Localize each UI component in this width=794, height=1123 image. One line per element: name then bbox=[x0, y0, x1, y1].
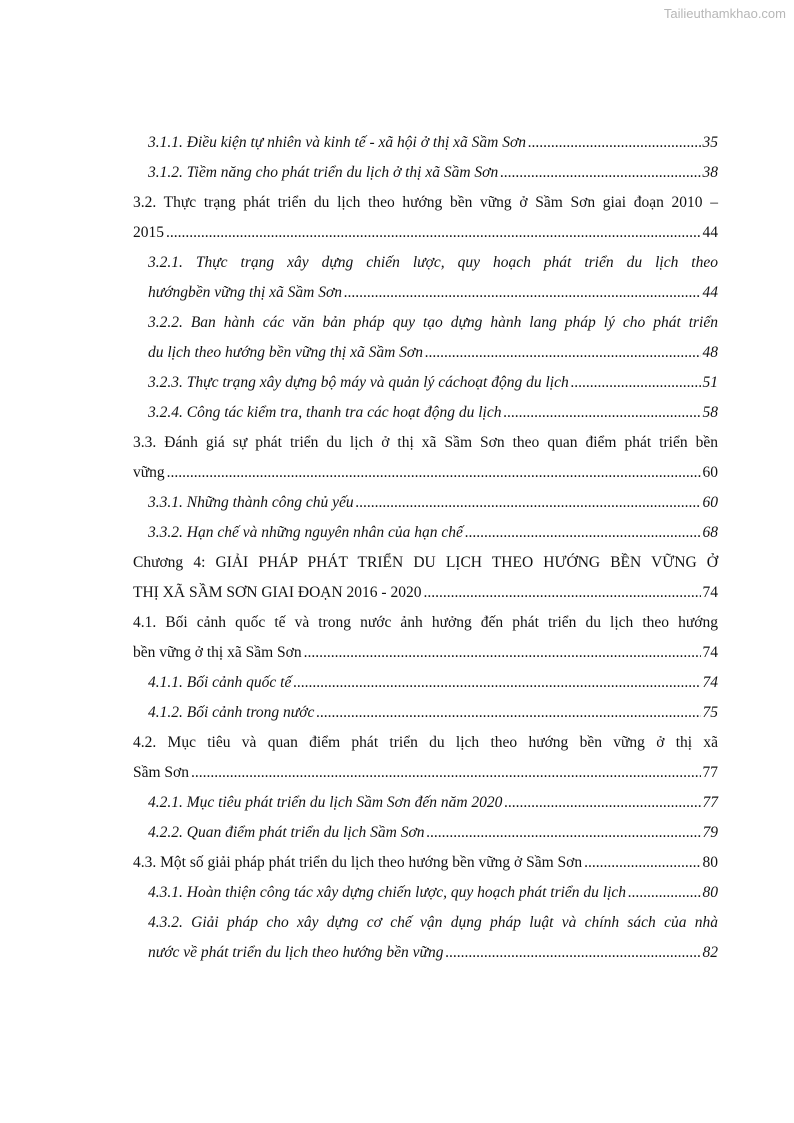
toc-entry-title-line: 4.3.2. Giải pháp cho xây dựng cơ chế vận dụng pháp luật và chính sách của nhà bbox=[148, 914, 718, 931]
dot-leader bbox=[423, 578, 700, 608]
toc-page-number: 44 bbox=[702, 224, 718, 241]
toc-page-number: 77 bbox=[702, 794, 718, 811]
toc-entry-title-line: 3.3. Đánh giá sự phát triển du lịch ở thị xã Sầm Sơn theo quan điểm phát triển bền bbox=[133, 434, 718, 451]
toc-entry[interactable] bbox=[133, 398, 718, 428]
toc-entry[interactable] bbox=[133, 788, 718, 818]
toc-entry-title-line: 4.2. Mục tiêu và quan điểm phát triển du lịch theo hướng bền vững ở thị xã bbox=[133, 734, 718, 751]
toc-entry-title: 4.3. Một số giải pháp phát triển du lịch theo hướng bền vững ở Sầm Sơn bbox=[133, 854, 583, 871]
toc-entry-title: 4.3.1. Hoàn thiện công tác xây dựng chiến lược, quy hoạch phát triển du lịch bbox=[148, 884, 627, 901]
dot-leader bbox=[191, 758, 701, 788]
toc-entry-title: 3.2.3. Thực trạng xây dựng bộ máy và quản lý cáchoạt động du lịch bbox=[148, 374, 569, 391]
dot-leader bbox=[584, 848, 700, 878]
dot-leader bbox=[628, 878, 700, 908]
toc-entry-title: hướngbền vững thị xã Sầm Sơn bbox=[148, 284, 343, 301]
toc-entry-title-line: 3.2.1. Thực trạng xây dựng chiến lược, quy hoạch phát triển du lịch theo bbox=[148, 254, 718, 271]
dot-leader bbox=[425, 338, 701, 368]
toc-entry-title: vững bbox=[133, 464, 165, 481]
dot-leader bbox=[316, 698, 700, 728]
toc-page-number: 74 bbox=[702, 644, 718, 661]
toc-entry-title: THỊ XÃ SẦM SƠN GIAI ĐOẠN 2016 - 2020 bbox=[133, 584, 422, 601]
toc-entry-title: nước về phát triển du lịch theo hướng bền vững bbox=[148, 944, 444, 961]
toc-page-number: 75 bbox=[702, 704, 718, 721]
toc-page-number: 79 bbox=[702, 824, 718, 841]
toc-entry[interactable] bbox=[133, 428, 718, 488]
toc-entry-title: bền vững ở thị xã Sầm Sơn bbox=[133, 644, 302, 661]
toc-page-number: 38 bbox=[702, 164, 718, 181]
toc-page-number: 80 bbox=[702, 884, 718, 901]
toc-entry[interactable] bbox=[133, 488, 718, 518]
toc-entry-title-line: Chương 4: GIẢI PHÁP PHÁT TRIỂN DU LỊCH THEO HƯỚNG BỀN VỮNG Ở bbox=[133, 554, 718, 571]
toc-page-number: 48 bbox=[702, 344, 718, 361]
toc-page-number: 60 bbox=[702, 494, 718, 511]
toc-entry-title: 3.3.2. Hạn chế và những nguyên nhân của hạn chế bbox=[148, 524, 463, 541]
toc-entry[interactable] bbox=[133, 518, 718, 548]
toc-page-number: 77 bbox=[702, 764, 718, 781]
table-of-contents bbox=[133, 128, 718, 968]
toc-entry[interactable] bbox=[133, 608, 718, 668]
toc-entry[interactable] bbox=[133, 818, 718, 848]
toc-page-number: 44 bbox=[702, 284, 718, 301]
toc-entry-title: Sầm Sơn bbox=[133, 764, 189, 781]
toc-page-number: 58 bbox=[702, 404, 718, 421]
toc-page-number: 74 bbox=[702, 674, 718, 691]
dot-leader bbox=[293, 668, 700, 698]
toc-page-number: 35 bbox=[702, 134, 718, 151]
toc-entry-title: 4.1.1. Bối cảnh quốc tế bbox=[148, 674, 292, 691]
toc-entry[interactable] bbox=[133, 728, 718, 788]
toc-entry-title: 4.1.2. Bối cảnh trong nước bbox=[148, 704, 315, 721]
toc-page-number: 51 bbox=[702, 374, 718, 391]
dot-leader bbox=[465, 518, 701, 548]
toc-entry[interactable] bbox=[133, 158, 718, 188]
toc-entry[interactable] bbox=[133, 698, 718, 728]
toc-entry-title: 4.2.1. Mục tiêu phát triển du lịch Sầm Sơn đến năm 2020 bbox=[148, 794, 503, 811]
watermark: Tailieuthamkhao.com bbox=[663, 6, 786, 21]
toc-page-number: 68 bbox=[702, 524, 718, 541]
dot-leader bbox=[304, 638, 701, 668]
toc-entry-title-line: 3.2.2. Ban hành các văn bản pháp quy tạo dựng hành lang pháp lý cho phát triển bbox=[148, 314, 718, 331]
toc-entry[interactable] bbox=[133, 128, 718, 158]
toc-entry-title: 3.1.2. Tiềm năng cho phát triển du lịch ở thị xã Sầm Sơn bbox=[148, 164, 499, 181]
toc-entry-title: 3.2.4. Công tác kiểm tra, thanh tra các hoạt động du lịch bbox=[148, 404, 502, 421]
dot-leader bbox=[427, 818, 701, 848]
toc-page-number: 60 bbox=[702, 464, 718, 481]
dot-leader bbox=[167, 458, 701, 488]
dot-leader bbox=[571, 368, 701, 398]
toc-entry-title-line: 4.1. Bối cảnh quốc tế và trong nước ảnh hưởng đến phát triển du lịch theo hướng bbox=[133, 614, 718, 631]
toc-entry-title: 4.2.2. Quan điểm phát triển du lịch Sầm Sơn bbox=[148, 824, 425, 841]
toc-entry-title-line: 3.2. Thực trạng phát triển du lịch theo hướng bền vững ở Sầm Sơn giai đoạn 2010 – bbox=[133, 194, 718, 211]
toc-entry[interactable] bbox=[133, 308, 718, 368]
toc-entry[interactable] bbox=[133, 908, 718, 968]
toc-page-number: 74 bbox=[702, 584, 718, 601]
dot-leader bbox=[344, 278, 700, 308]
dot-leader bbox=[500, 158, 700, 188]
dot-leader bbox=[528, 128, 701, 158]
toc-entry[interactable] bbox=[133, 188, 718, 248]
toc-entry-title: 3.1.1. Điều kiện tự nhiên và kinh tế - xã hội ở thị xã Sầm Sơn bbox=[148, 134, 526, 151]
dot-leader bbox=[445, 938, 700, 968]
toc-page-number: 80 bbox=[702, 854, 718, 871]
dot-leader bbox=[356, 488, 701, 518]
toc-entry-title: du lịch theo hướng bền vững thị xã Sầm Sơn bbox=[148, 344, 423, 361]
toc-entry[interactable] bbox=[133, 368, 718, 398]
toc-entry[interactable] bbox=[133, 848, 718, 878]
toc-entry[interactable] bbox=[133, 878, 718, 908]
dot-leader bbox=[503, 398, 700, 428]
toc-entry[interactable] bbox=[133, 668, 718, 698]
toc-entry[interactable] bbox=[133, 248, 718, 308]
toc-entry-title: 2015 bbox=[133, 224, 164, 241]
toc-entry[interactable] bbox=[133, 548, 718, 608]
toc-page-number: 82 bbox=[702, 944, 718, 961]
toc-entry-title: 3.3.1. Những thành công chủ yếu bbox=[148, 494, 354, 511]
dot-leader bbox=[504, 788, 700, 818]
dot-leader bbox=[166, 218, 701, 248]
